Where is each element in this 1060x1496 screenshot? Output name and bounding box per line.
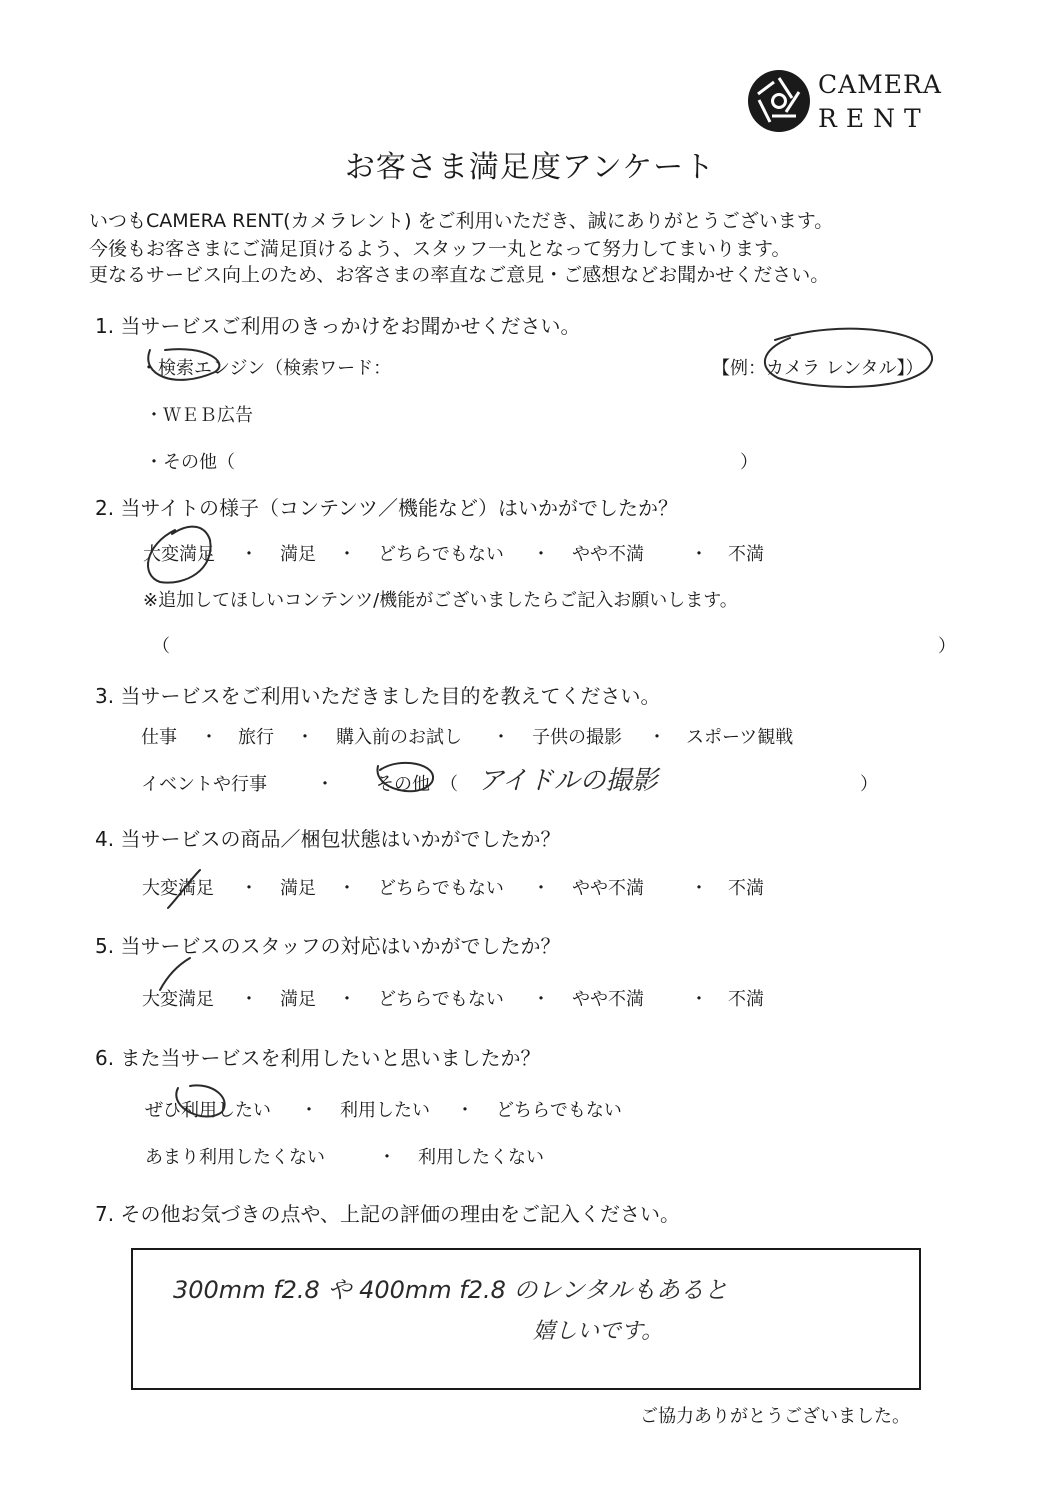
q6-option-definitely[interactable]: ぜひ利用したい: [145, 1100, 271, 1121]
q7-handwritten-line-2: 嬉しいです。: [533, 1319, 664, 1344]
intro-line-1: いつもCAMERA RENT(カメラレント) をご利用いただき、誠にありがとうございます。: [89, 210, 834, 232]
q6-option-not-really[interactable]: あまり利用したくない: [145, 1147, 325, 1168]
logo-line-1: CAMERA: [818, 70, 942, 99]
q4-option-neutral[interactable]: どちらでもない: [378, 878, 504, 899]
separator: ・: [200, 727, 218, 748]
q3-open-paren: （: [440, 774, 458, 795]
separator: ・: [240, 544, 258, 565]
question-4: 4. 当サービスの商品／梱包状態はいかがでしたか？: [95, 827, 561, 851]
question-7: 7. その他お気づきの点や、上記の評価の理由をご記入ください。: [95, 1202, 681, 1226]
question-1: 1. 当サービスご利用のきっかけをお聞かせください。: [95, 314, 581, 338]
q7-comment-box[interactable]: [131, 1248, 921, 1390]
page-title: お客さま満足度アンケート: [344, 150, 716, 185]
q2-option-neutral[interactable]: どちらでもない: [378, 544, 504, 565]
q6-option-neutral[interactable]: どちらでもない: [496, 1100, 622, 1121]
question-2: 2. 当サイトの様子（コンテンツ／機能など）はいかがでしたか？: [95, 496, 679, 520]
q2-close-paren: ）: [938, 636, 956, 657]
separator: ・: [378, 1147, 396, 1168]
separator: ・: [648, 727, 666, 748]
separator: ・: [532, 544, 550, 565]
q3-option-trial[interactable]: 購入前のお試し: [336, 727, 462, 748]
q3-option-travel[interactable]: 旅行: [238, 727, 274, 748]
q4-option-slightly-dissatisfied[interactable]: やや不満: [572, 878, 644, 899]
camera-rent-logo: [746, 66, 946, 136]
q3-option-event[interactable]: イベントや行事: [141, 774, 267, 795]
q2-open-paren: （: [152, 636, 170, 657]
q6-option-no[interactable]: 利用したくない: [418, 1147, 544, 1168]
closing-message: ご協力ありがとうございました。: [640, 1406, 910, 1427]
q6-option-yes[interactable]: 利用したい: [340, 1100, 430, 1121]
question-3: 3. 当サービスをご利用いただきました目的を教えてください。: [95, 684, 661, 708]
separator: ・: [532, 989, 550, 1010]
q4-option-dissatisfied[interactable]: 不満: [728, 878, 764, 899]
q1-option-other[interactable]: ・その他（: [145, 452, 235, 473]
q5-option-very-satisfied[interactable]: 大変満足: [142, 989, 214, 1010]
separator: ・: [532, 878, 550, 899]
q3-option-child-photo[interactable]: 子供の撮影: [532, 727, 622, 748]
q5-option-slightly-dissatisfied[interactable]: やや不満: [572, 989, 644, 1010]
q1-option-web-ad[interactable]: ・ＷＥＢ広告: [145, 405, 253, 426]
separator: ・: [690, 878, 708, 899]
q3-option-other[interactable]: その他: [376, 774, 430, 795]
separator: ・: [240, 989, 258, 1010]
q2-note: ※追加してほしいコンテンツ/機能がございましたらご記入お願いします。: [143, 590, 738, 611]
q1-option-search-engine[interactable]: ・検索エンジン（検索ワード：: [140, 358, 392, 379]
q5-option-neutral[interactable]: どちらでもない: [378, 989, 504, 1010]
question-5: 5. 当サービスのスタッフの対応はいかがでしたか？: [95, 934, 561, 958]
separator: ・: [316, 774, 334, 795]
separator: ・: [338, 989, 356, 1010]
intro-line-3: 更なるサービス向上のため、お客さまの率直なご意見・ご感想などお聞かせください。: [89, 264, 830, 286]
separator: ・: [690, 544, 708, 565]
separator: ・: [690, 989, 708, 1010]
q1-other-close: ）: [740, 452, 758, 473]
logo-line-2: RENT: [818, 104, 930, 133]
separator: ・: [338, 544, 356, 565]
q7-handwritten-line-1: 300mm f2.8 や 400mm f2.8 のレンタルもあると: [173, 1276, 728, 1304]
separator: ・: [240, 878, 258, 899]
question-6: 6. また当サービスを利用したいと思いましたか？: [95, 1046, 541, 1070]
separator: ・: [338, 878, 356, 899]
q3-close-paren: ）: [860, 774, 878, 795]
q2-option-dissatisfied[interactable]: 不満: [728, 544, 764, 565]
q2-option-very-satisfied[interactable]: 大変満足: [143, 544, 215, 565]
q4-option-very-satisfied[interactable]: 大変満足: [142, 878, 214, 899]
q1-search-example: 【例：カメラ レンタル】）: [712, 358, 924, 379]
q3-option-sports[interactable]: スポーツ観戦: [686, 727, 794, 748]
aperture-icon: [746, 68, 812, 134]
separator: ・: [296, 727, 314, 748]
intro-line-2: 今後もお客さまにご満足頂けるよう、スタッフ一丸となって努力してまいります。: [89, 238, 791, 260]
q3-option-work[interactable]: 仕事: [141, 727, 177, 748]
separator: ・: [300, 1100, 318, 1121]
q2-option-slightly-dissatisfied[interactable]: やや不満: [572, 544, 644, 565]
q5-option-dissatisfied[interactable]: 不満: [728, 989, 764, 1010]
q3-handwritten-answer: アイドルの撮影: [478, 766, 658, 796]
separator: ・: [456, 1100, 474, 1121]
q5-option-satisfied[interactable]: 満足: [280, 989, 316, 1010]
q4-option-satisfied[interactable]: 満足: [280, 878, 316, 899]
separator: ・: [492, 727, 510, 748]
q2-option-satisfied[interactable]: 満足: [280, 544, 316, 565]
